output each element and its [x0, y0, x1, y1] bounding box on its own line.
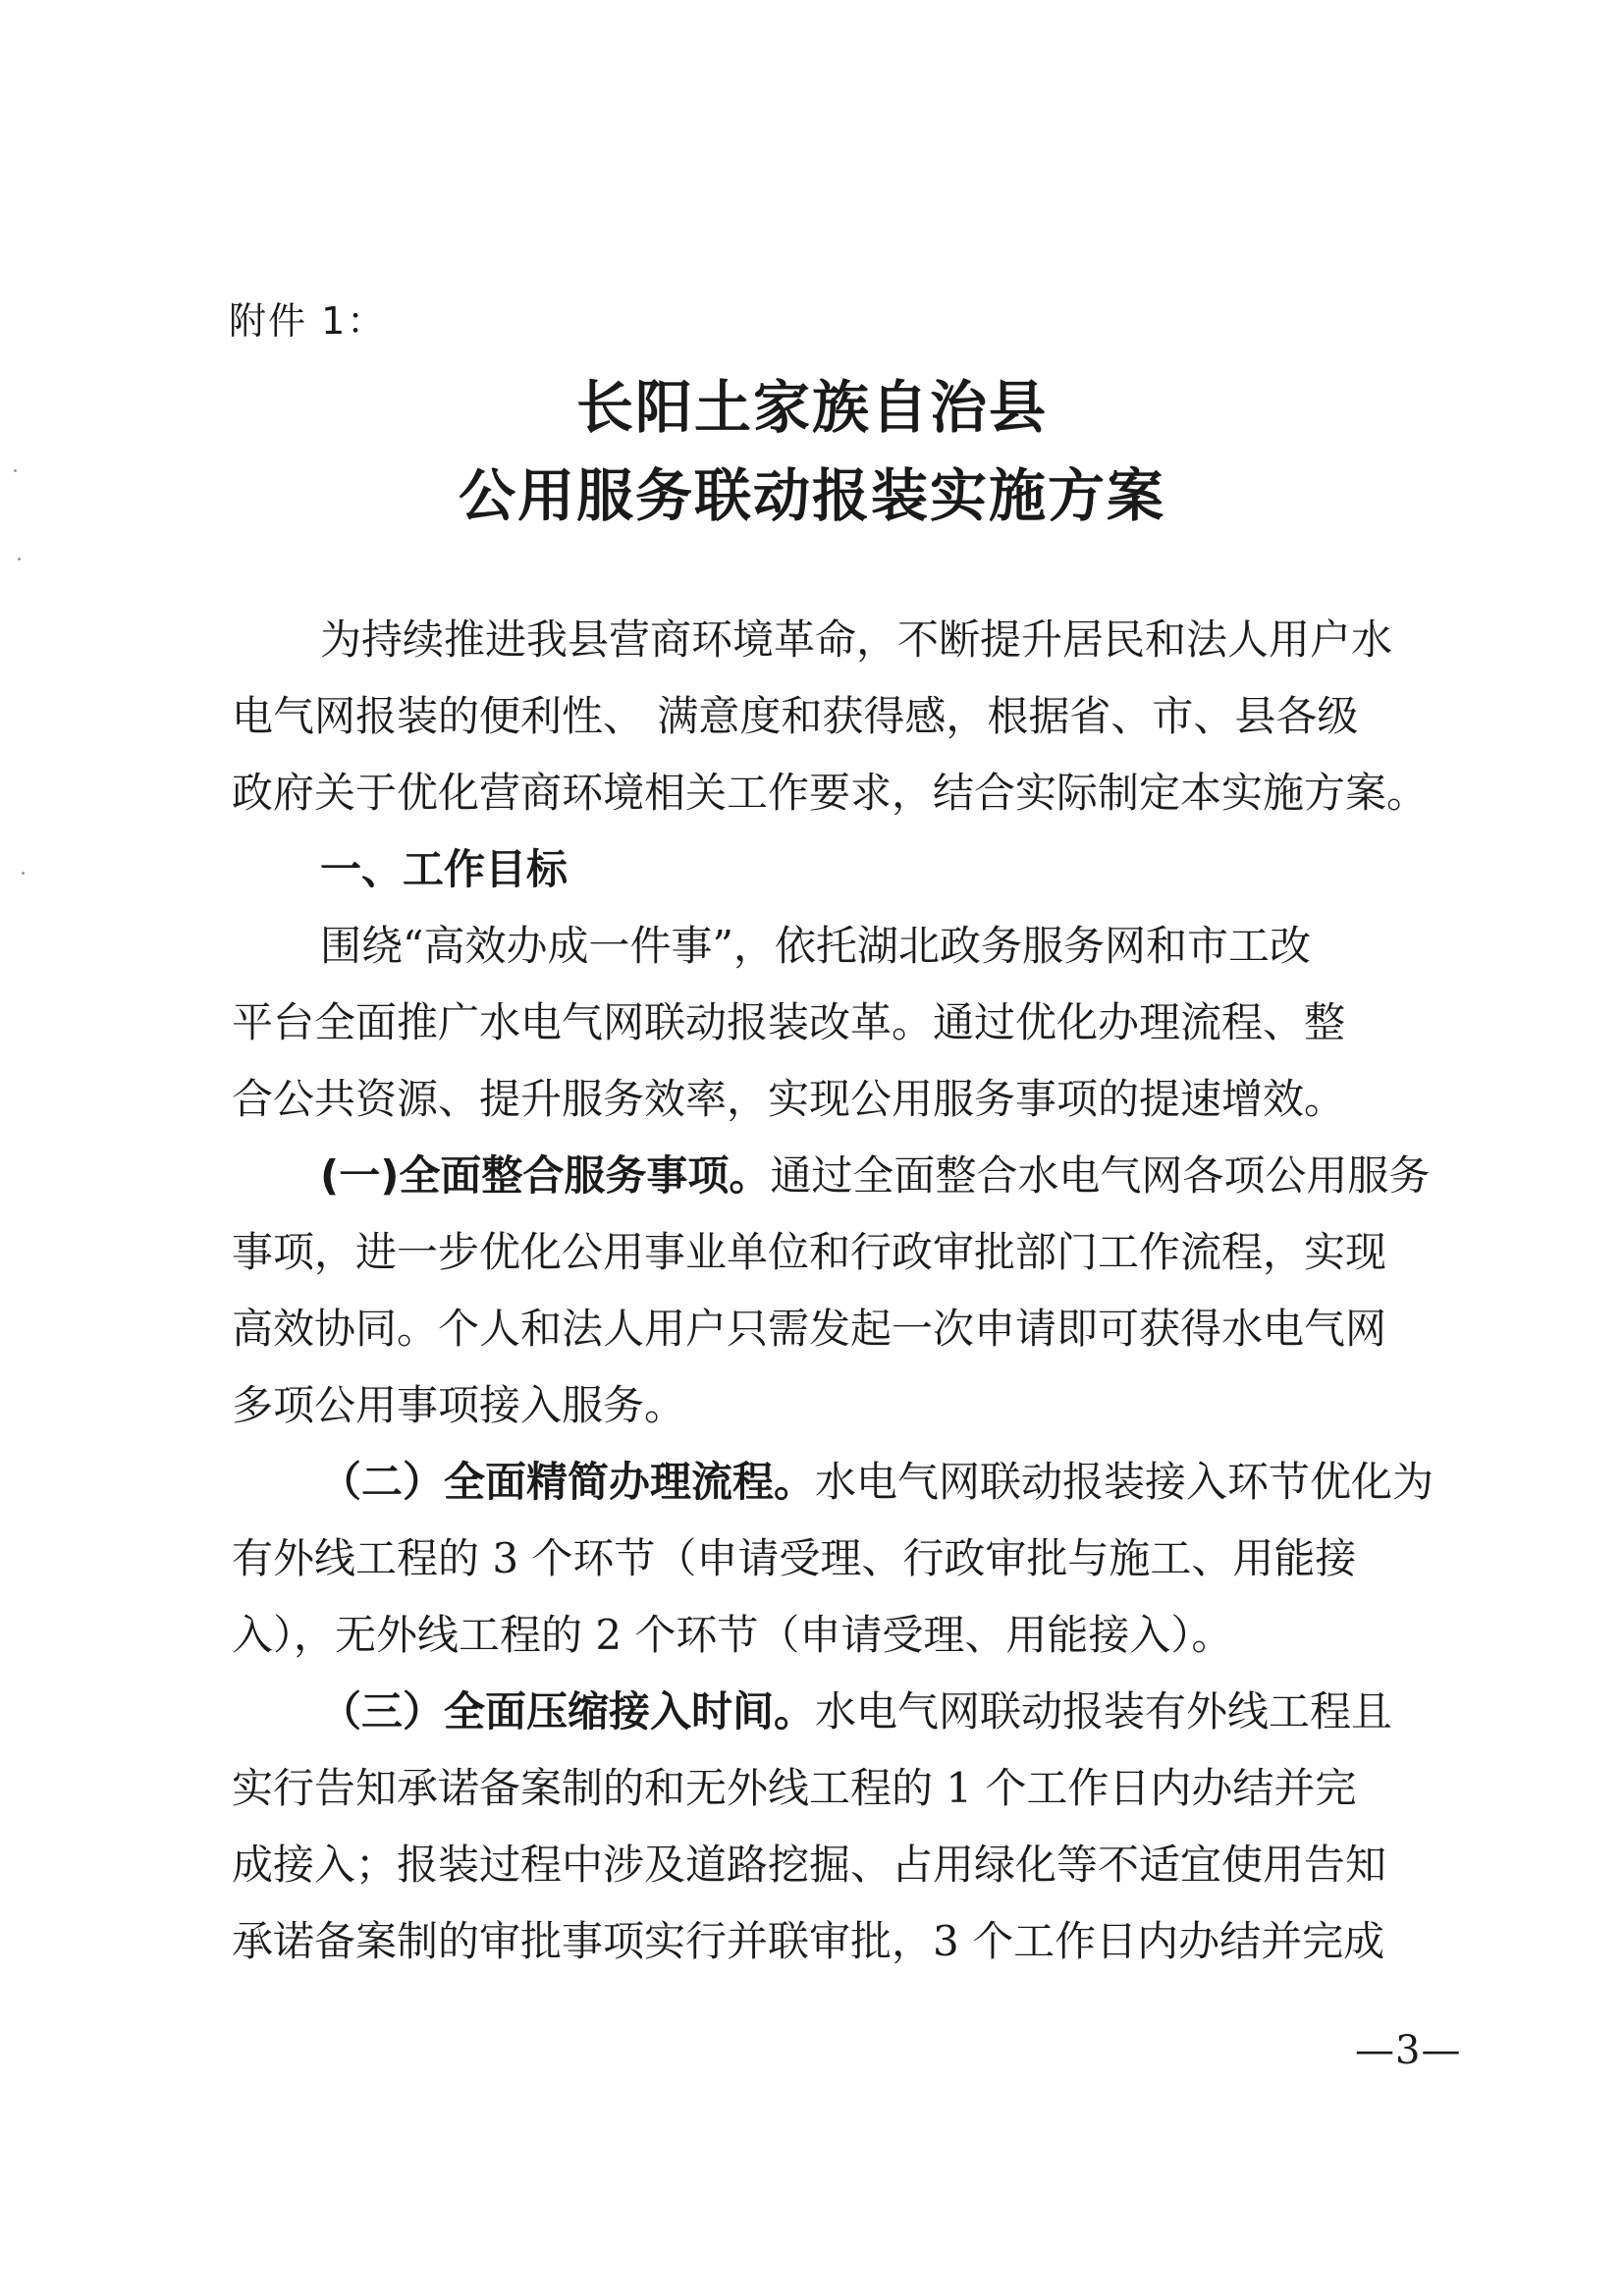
scan-speck [18, 558, 21, 561]
text-line: 为持续推进我县营商环境革命，不断提升居民和法人用户水 [320, 615, 1393, 664]
section-1 [232, 831, 1449, 1138]
intro-paragraph [232, 602, 1449, 831]
text-line: 事项，进一步优化公用事业单位和行政审批部门工作流程，实现 [232, 1228, 1387, 1276]
text-line: 多项公用事项接入服务。 [232, 1381, 686, 1429]
attachment-label: 附件 1： [229, 299, 387, 343]
item-heading: （三）全面压缩接入时间。 [320, 1687, 816, 1735]
text-line [232, 1674, 1449, 1750]
item-heading: （二）全面精简办理流程。 [320, 1458, 816, 1506]
item-text: 水电气网联动报装接入环节优化为 [815, 1458, 1435, 1506]
text-line [232, 1138, 1449, 1214]
item-heading: (一)全面整合服务事项。 [320, 1151, 771, 1200]
text-line: 平台全面推广水电气网联动报装改革。通过优化办理流程、整 [232, 998, 1346, 1046]
text-line: 合公共资源、提升服务效率，实现公用服务事项的提速增效。 [232, 1075, 1346, 1123]
item-1 [232, 1138, 1449, 1444]
item-3 [232, 1674, 1449, 1980]
text-line: 承诺备案制的审批事项实行并联审批，3 个工作日内办结并完成 [232, 1917, 1385, 1965]
document-title-line-1: 长阳土家族自治县 [575, 374, 1048, 441]
text-line: 围绕“高效办成一件事”，依托湖北政务服务网和市工改 [320, 922, 1311, 970]
scan-speck [22, 872, 25, 875]
text-line: 成接入；报装过程中涉及道路挖掘、占用绿化等不适宜使用告知 [232, 1841, 1387, 1889]
text-line [232, 1444, 1449, 1521]
text-line: 有外线工程的 3 个环节（申请受理、行政审批与施工、用能接 [232, 1534, 1357, 1582]
text-line: 实行告知承诺备案制的和无外线工程的 1 个工作日内办结并完 [232, 1764, 1357, 1812]
text-line: 电气网报装的便利性、 满意度和获得感，根据省、市、县各级 [232, 692, 1359, 740]
page-number: —3— [1355, 2028, 1462, 2073]
section-heading: 一、工作目标 [320, 845, 568, 893]
item-text: 水电气网联动报装有外线工程且 [815, 1687, 1393, 1735]
text-line: 政府关于优化营商环境相关工作要求，结合实际制定本实施方案。 [232, 769, 1429, 817]
text-line: 入），无外线工程的 2 个环节（申请受理、用能接入）。 [232, 1611, 1233, 1659]
item-2 [232, 1444, 1449, 1674]
text-line: 高效协同。个人和法人用户只需发起一次申请即可获得水电气网 [232, 1305, 1387, 1353]
item-text: 通过全面整合水电气网各项公用服务 [770, 1151, 1431, 1200]
document-title-line-2: 公用服务联动报装实施方案 [458, 462, 1165, 529]
